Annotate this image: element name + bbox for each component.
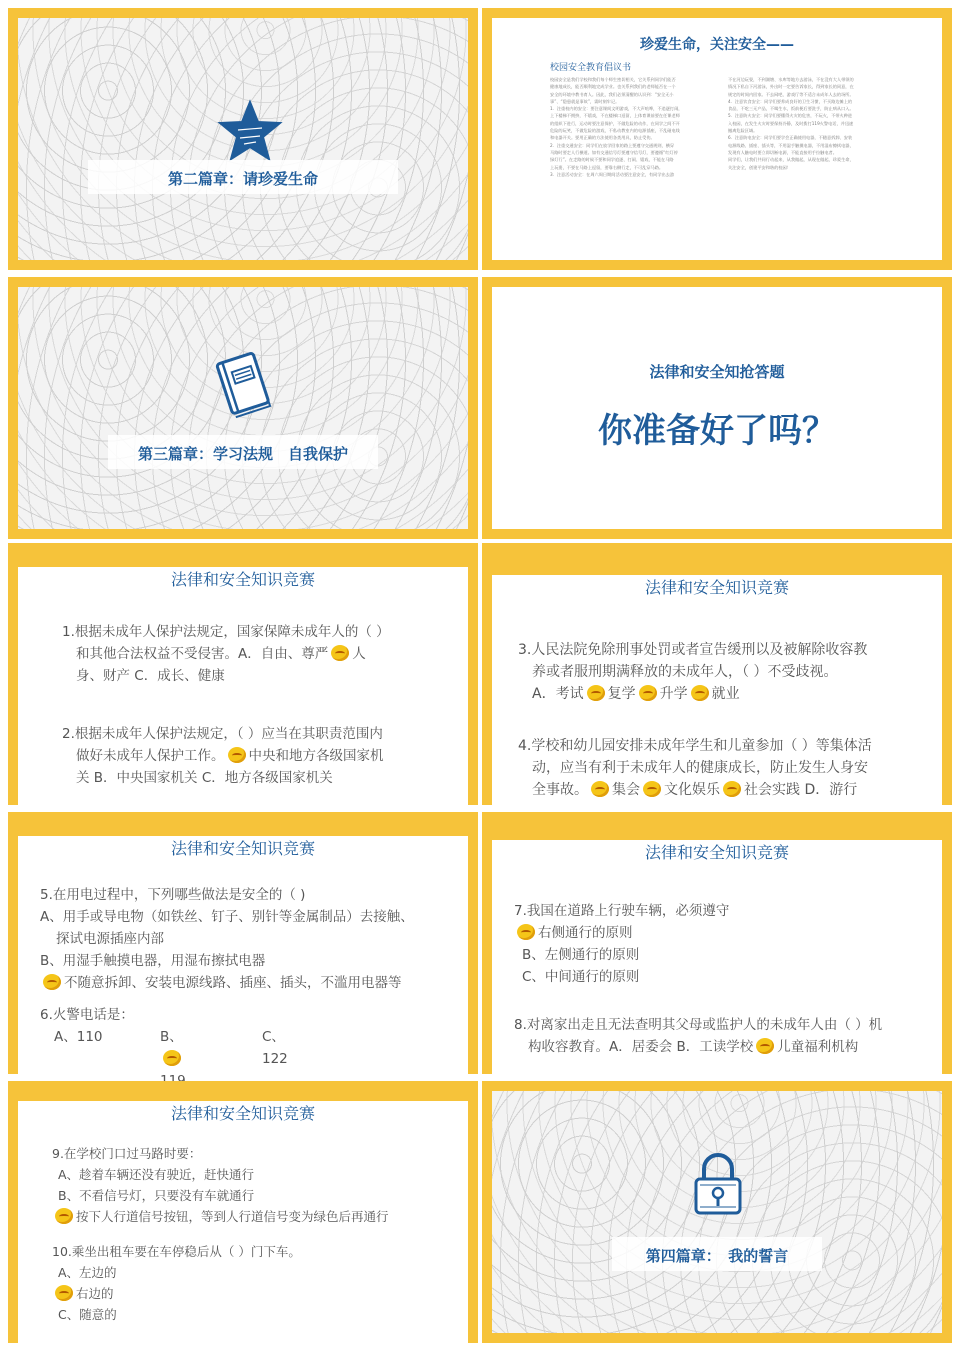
- slide-chapter-3: [8, 277, 478, 539]
- question-2: 2.根据未成年人保护法规定，（ ）应当在其职责范围内 做好未成年人保护工作。 中央和地方各级国家机 关 B．中央国家机关 C．地方各级国家机关: [62, 726, 384, 786]
- emoji-icon: [589, 781, 611, 797]
- proposal-subtitle: 校园安全教育倡议书: [550, 63, 632, 73]
- emoji-icon: [161, 1050, 183, 1066]
- question-10: 10.乘坐出租车要在车停稳后从（ ）门下车。 A、左边的 右边的 C、随意的: [52, 1244, 301, 1322]
- emoji-icon: [585, 685, 607, 701]
- question-4: 4.学校和幼儿园安排未成年学生和儿童参加（ ）等集体活 动，应当有利于未成年人的健康成长，防止发生人身安 全事故。 集会 文化娱乐 社会实践 D．游行: [518, 738, 872, 798]
- slide-quiz-q7-q8: [482, 812, 952, 1074]
- star-icon: [218, 100, 282, 162]
- quiz-title: 法律和安全知识竞赛: [644, 578, 789, 597]
- slide-safety-proposal: [482, 8, 952, 270]
- emoji-icon: [641, 781, 663, 797]
- question-7: 7.我国在道路上行驶车辆，必须遵守 右侧通行的原则 B、左侧通行的原则 C、中间通行的原则: [514, 903, 730, 985]
- emoji-icon: [637, 685, 659, 701]
- emoji-icon: [329, 645, 351, 661]
- chapter-title: 第二篇章：请珍爱生命: [167, 170, 318, 188]
- slide-quiz-intro: [482, 277, 952, 539]
- emoji-icon: [721, 781, 743, 797]
- quiz-title: 法律和安全知识竞赛: [644, 843, 789, 862]
- chapter-title: 第三篇章：学习法规 自我保护: [137, 445, 348, 463]
- quiz-intro-subtitle: 法律和安全知抢答题: [649, 363, 785, 381]
- emoji-icon: [41, 974, 63, 990]
- question-8: 8.对离家出走且无法查明其父母或监护人的未成年人由（ ）机 构收容教育。A．居委会 B．工读学校 儿童福利机构: [514, 1017, 883, 1055]
- emoji-icon: [689, 685, 711, 701]
- quiz-title: 法律和安全知识竞赛: [170, 1104, 315, 1123]
- emoji-icon: [754, 1038, 776, 1054]
- quiz-title: 法律和安全知识竞赛: [170, 839, 315, 858]
- question-9: 9.在学校门口过马路时要： A、趁着车辆还没有驶近，赶快通行 B、不看信号灯，只要没有车就通行 按下人行道信号按钮，等到人行道信号变为绿色后再通行: [52, 1146, 389, 1224]
- chapter-title: 第四篇章： 我的誓言: [645, 1247, 789, 1265]
- slide-quiz-q5-q6: [8, 812, 478, 1074]
- quiz-intro-title: 你准备好了吗？: [598, 411, 836, 451]
- proposal-body-right: 不在河边玩耍，不到湖塘、水库等地方去游泳，不在没有大人带领的 情况下私自下河游泳，外出时一定要告诉家长，得到家长的同意，在 规定的时间内回家。不去网吧、游戏厅等不适合未成年人去的场所。 4．注意饮食安全：同学们要养成良好的卫生习惯，不买路边摊上的 食品，不吃三无产品，不喝生水，饭前便后要洗手，防止病从口入。 5．注意防火安全：同学们要懂得火灾的危害，不玩火，不带火种进 入校园，在发生火灾时要保持冷静，及时拨打119火警电话，并迅速 撤离危险区域。 6．注意防电安全：同学们要学会正确使用电器，不随意拆卸、安装 电源线路、插座、插头等，不用湿手触摸电器，不用湿布擦拭电器， 发现有人触电时要立即切断电源，不能直接用手拉触电者。 同学们，让我们共同行动起来，从我做起，从现在做起，珍爱生命， 关注安全，创建平安和谐的校园！: [728, 77, 854, 170]
- question-1: 1.根据未成年人保护法规定，国家保障未成年人的（ ） 和其他合法权益不受侵害。A．自由、尊严 人 身、财产 C．成长、健康: [62, 624, 390, 684]
- slide-chapter-2: [8, 8, 478, 270]
- question-6: 6.火警电话是： A、110 B、 C、122: [40, 1007, 288, 1067]
- emoji-icon: [515, 924, 537, 940]
- slide-quiz-q3-q4: [482, 543, 952, 805]
- slide-quiz-q1-q2: [8, 543, 478, 805]
- slide-chapter-4: [482, 1081, 952, 1343]
- proposal-body-left: 校园安全是我们学校和我们每个师生密切相关，它关系到同学们能否 健康地成长，能否顺利地完成学业。也关系到我们的老师能否在一个 安全的环境中教书育人。因此，我们必须清醒的认识到：“安全无小 事”、“隐患就是事故”，需时刻牢记。 1．注重校内的安全：要注意课间文明游戏，不大声喧哗，不追逐打闹， 上下楼梯不拥挤，不嬉戏，不在楼梯口逗留，上体育课前要在任课老师 的组织下进行，运动时要注意保护，不做危险的动作，在同学之间不开 危险的玩笑，不做危险的游戏，不私动教室内的电源插座，不乱碰电线 和电器开关。要用正确的方法使用各类用具，防止受伤。 2．注重交通安全：同学们在放学回家的路上要遵守交通规则，横穿 马路时要走人行横道。如有交通信号灯要遵守信号灯，要遵循“红灯停 绿灯行”。在走路的时候不要和同学追逐、打闹、嬉戏，不能在马路 上玩耍，不要在马路上逗留，要靠右侧行走，不可乱穿马路。 3．注意活动安全：在周六周日期间活动要注意安全，有同学出去游: [550, 77, 683, 177]
- quiz-title: 法律和安全知识竞赛: [170, 570, 315, 589]
- book-icon: [214, 349, 274, 419]
- proposal-title: 珍爱生命，关注安全——: [640, 37, 794, 53]
- emoji-icon: [53, 1285, 75, 1301]
- question-5: 5.在用电过程中，下列哪些做法是安全的（ ) A、用手或导电物（如铁丝、钉子、别针等金属制品）去接触、 探试电源插座内部 B、用湿手触摸电器，用湿布擦拭电器 不随意拆卸、安装电源线路、插座、插头，不滥用电器等: [40, 887, 414, 991]
- slide-quiz-q9-q10: [8, 1081, 478, 1343]
- lock-icon: [690, 1151, 746, 1217]
- question-3: 3.人民法院免除刑事处罚或者宣告缓刑以及被解除收容教 养或者服刑期满释放的未成年人，（ ）不受歧视。 A．考试 复学 升学 就业: [518, 642, 868, 702]
- emoji-icon: [226, 747, 248, 763]
- emoji-icon: [53, 1208, 75, 1224]
